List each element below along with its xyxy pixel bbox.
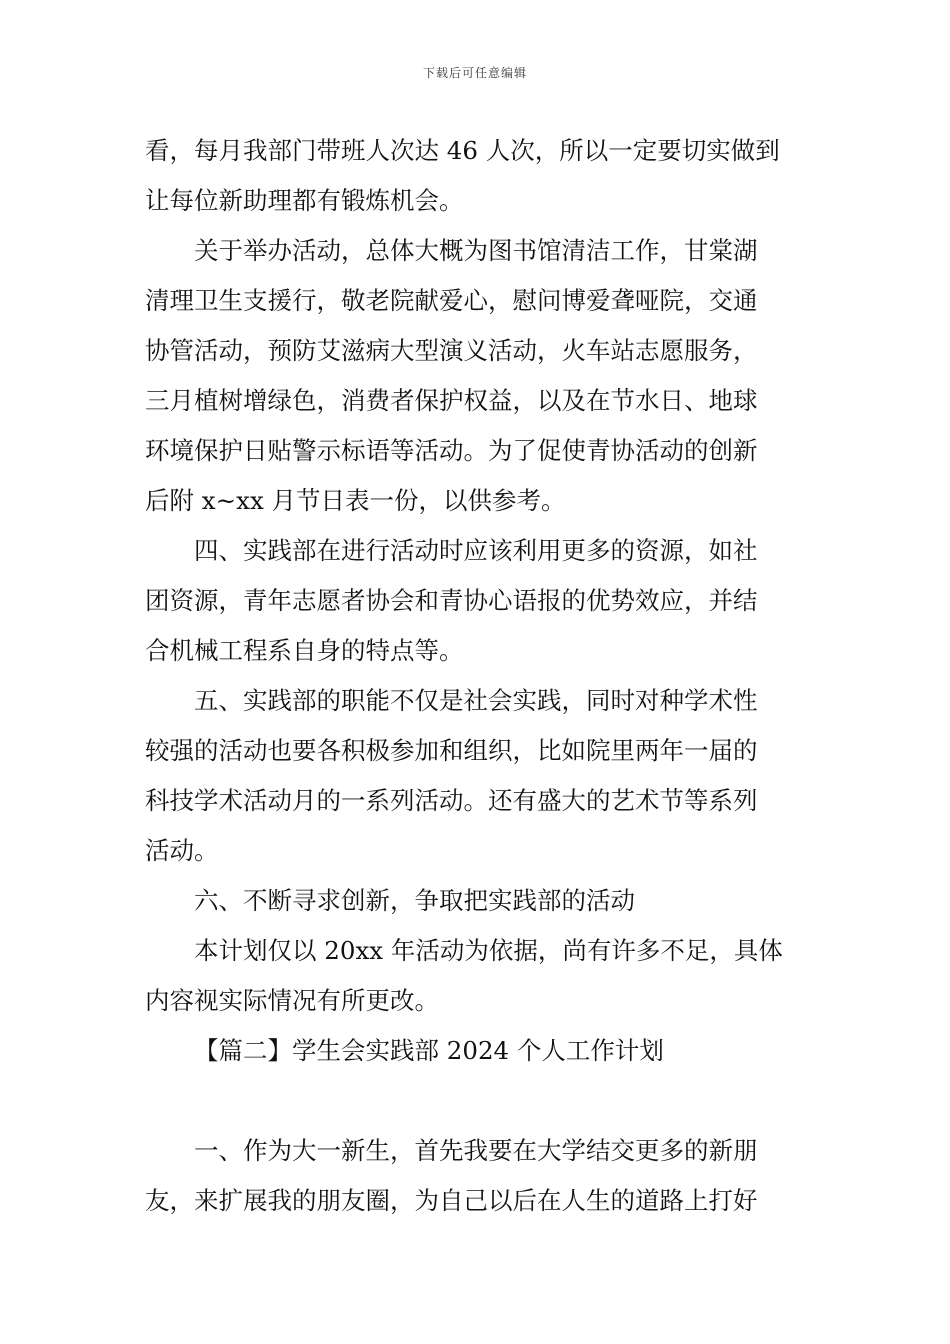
paragraph-start: 五、实践部的职能不仅是社会实践，同时对种学术性 — [194, 686, 758, 715]
text-line: 让每位新助理都有锻炼机会。 — [145, 186, 464, 215]
text-line: 科技学术活动月的一系列活动。还有盛大的艺术节等系列 — [145, 786, 758, 815]
paragraph-start: 关于举办活动，总体大概为图书馆清洁工作，甘棠湖 — [194, 236, 758, 265]
text-line: 合机械工程系自身的特点等。 — [145, 636, 464, 665]
text-line: 协管活动，预防艾滋病大型演义活动，火车站志愿服务， — [145, 336, 758, 365]
paragraph-start: 四、实践部在进行活动时应该利用更多的资源，如社 — [194, 536, 758, 565]
text-line: 三月植树增绿色，消费者保护权益，以及在节水日、地球 — [145, 386, 758, 415]
text-line: 较强的活动也要各积极参加和组织，比如院里两年一届的 — [145, 736, 758, 765]
paragraph-start: 一、作为大一新生，首先我要在大学结交更多的新朋 — [194, 1136, 758, 1165]
paragraph-start: 本计划仅以 20xx 年活动为依据，尚有许多不足，具体 — [194, 936, 783, 965]
text-line: 团资源，青年志愿者协会和青协心语报的优势效应，并结 — [145, 586, 758, 615]
text-line: 活动。 — [145, 836, 219, 865]
page-header: 下载后可任意编辑 — [422, 66, 527, 80]
text-line: 看，每月我部门带班人次达 46 人次，所以一定要切实做到 — [145, 136, 780, 165]
text-line: 内容视实际情况有所更改。 — [145, 986, 439, 1015]
text-line: 环境保护日贴警示标语等活动。为了促使青协活动的创新 — [145, 436, 758, 465]
paragraph-start: 六、不断寻求创新，争取把实践部的活动 — [194, 886, 635, 915]
document-body — [145, 126, 807, 1226]
text-line: 清理卫生支援行，敬老院献爱心，慰问博爱聋哑院，交通 — [145, 286, 758, 315]
text-line: 后附 x~xx 月节日表一份，以供参考。 — [145, 486, 566, 515]
text-line: 友，来扩展我的朋友圈，为自己以后在人生的道路上打好 — [145, 1186, 758, 1215]
blank-line — [145, 1076, 807, 1126]
section-title: 【篇二】学生会实践部 2024 个人工作计划 — [194, 1036, 664, 1065]
